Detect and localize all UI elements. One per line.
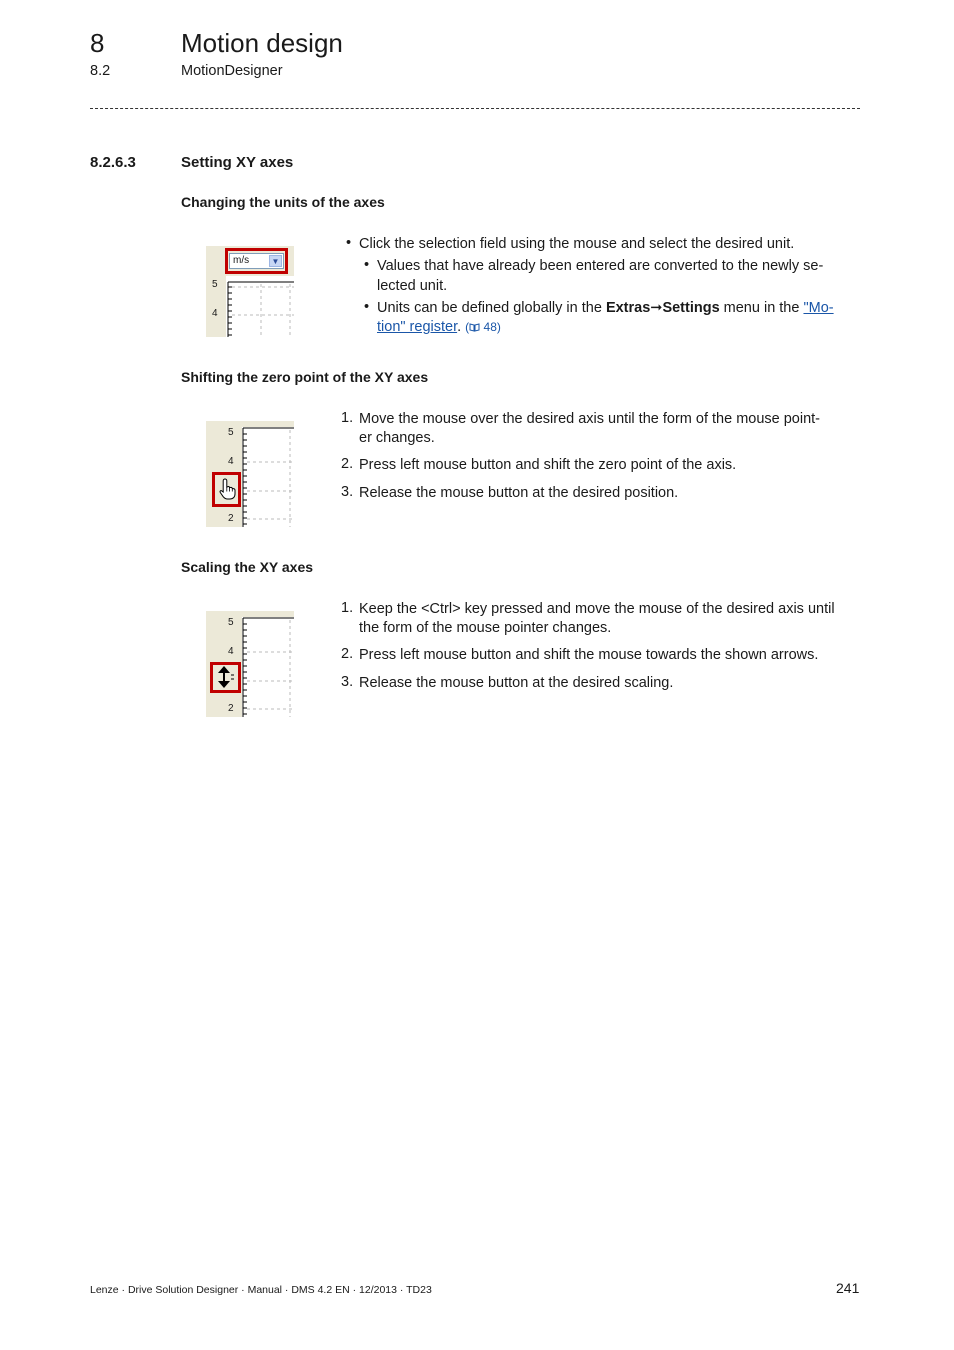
scale-step3: Release the mouse button at the desired scaling.: [359, 675, 674, 691]
menu-extras: Extras: [605, 300, 651, 316]
bullet-marker: •: [346, 235, 352, 251]
units-bullet-main: Click the selection field using the mouse and select the desired unit.: [359, 236, 795, 252]
tick-label: 4: [212, 308, 218, 319]
page-ref-open: (: [465, 320, 470, 334]
chapter-number: 8: [90, 28, 105, 58]
scale-figure: [206, 611, 294, 717]
step-number: 2.: [341, 646, 354, 662]
zero-figure: [206, 421, 294, 527]
tick-label: 4: [228, 456, 234, 467]
motion-register-link[interactable]: "Mo-: [803, 300, 834, 316]
arrow-icon: ➞: [650, 300, 663, 316]
units-figure: [206, 246, 294, 337]
page-number: 241: [836, 1280, 860, 1296]
section-number: 8.2: [90, 63, 111, 79]
tick-label: 2: [228, 513, 234, 524]
step-number: 3.: [341, 484, 354, 500]
units-sub1-line2: lected unit.: [377, 278, 448, 294]
scale-step1-line2: the form of the mouse pointer changes.: [359, 620, 612, 636]
units-heading: Changing the units of the axes: [181, 194, 385, 210]
hand-pointer-icon: [219, 478, 237, 500]
zero-step3: Release the mouse button at the desired position.: [359, 485, 679, 501]
motion-register-link-cont[interactable]: tion" register: [377, 319, 458, 335]
page-ref-number: 48: [483, 320, 497, 334]
units-sub2-period: .: [457, 319, 462, 335]
heading-number: 8.2.6.3: [90, 154, 136, 171]
zero-step1-line2: er changes.: [359, 430, 435, 446]
chevron-down-icon[interactable]: ▼: [269, 255, 282, 267]
heading-title: Setting XY axes: [181, 154, 294, 171]
page-ref-close: ): [496, 320, 501, 334]
tick-label: 5: [228, 427, 234, 438]
tick-label: 2: [228, 703, 234, 714]
scale-step2: Press left mouse button and shift the mouse towards the shown arrows.: [359, 647, 819, 663]
step-number: 3.: [341, 674, 354, 690]
unit-select-value: m/s: [233, 255, 250, 266]
chapter-title: Motion design: [181, 28, 343, 58]
units-sub2-mid: menu in the: [719, 300, 804, 316]
units-sub2-line2: [377, 318, 501, 337]
units-sub2-line1: [377, 299, 834, 318]
resize-vertical-icon: [216, 665, 236, 689]
footer-text: Lenze · Drive Solution Designer · Manual · DMS 4.2 EN · 12/2013 · TD23: [90, 1284, 432, 1296]
tick-label: 4: [228, 646, 234, 657]
zero-step1-line1: Move the mouse over the desired axis until the form of the mouse point-: [359, 411, 821, 427]
tick-label: 5: [228, 617, 234, 628]
scale-heading: Scaling the XY axes: [181, 559, 314, 575]
step-number: 1.: [341, 410, 354, 426]
zero-heading: Shifting the zero point of the XY axes: [181, 369, 429, 385]
tick-label: 5: [212, 279, 218, 290]
menu-settings: Settings: [662, 300, 720, 316]
units-sub1-line1: Values that have already been entered are converted to the newly se-: [377, 258, 824, 274]
zero-step2: Press left mouse button and shift the zero point of the axis.: [359, 457, 737, 473]
bullet-marker: •: [364, 299, 370, 315]
book-icon: [469, 323, 480, 332]
unit-select[interactable]: [229, 253, 284, 269]
units-sub2-pre: Units can be defined globally in the: [377, 300, 606, 316]
bullet-marker: •: [364, 257, 370, 273]
scale-step1-line1: Keep the <Ctrl> key pressed and move the mouse of the desired axis until: [359, 601, 835, 617]
step-number: 2.: [341, 456, 354, 472]
header-divider: [90, 108, 860, 109]
page-ref[interactable]: [465, 320, 501, 334]
step-number: 1.: [341, 600, 354, 616]
section-title: MotionDesigner: [181, 63, 283, 79]
